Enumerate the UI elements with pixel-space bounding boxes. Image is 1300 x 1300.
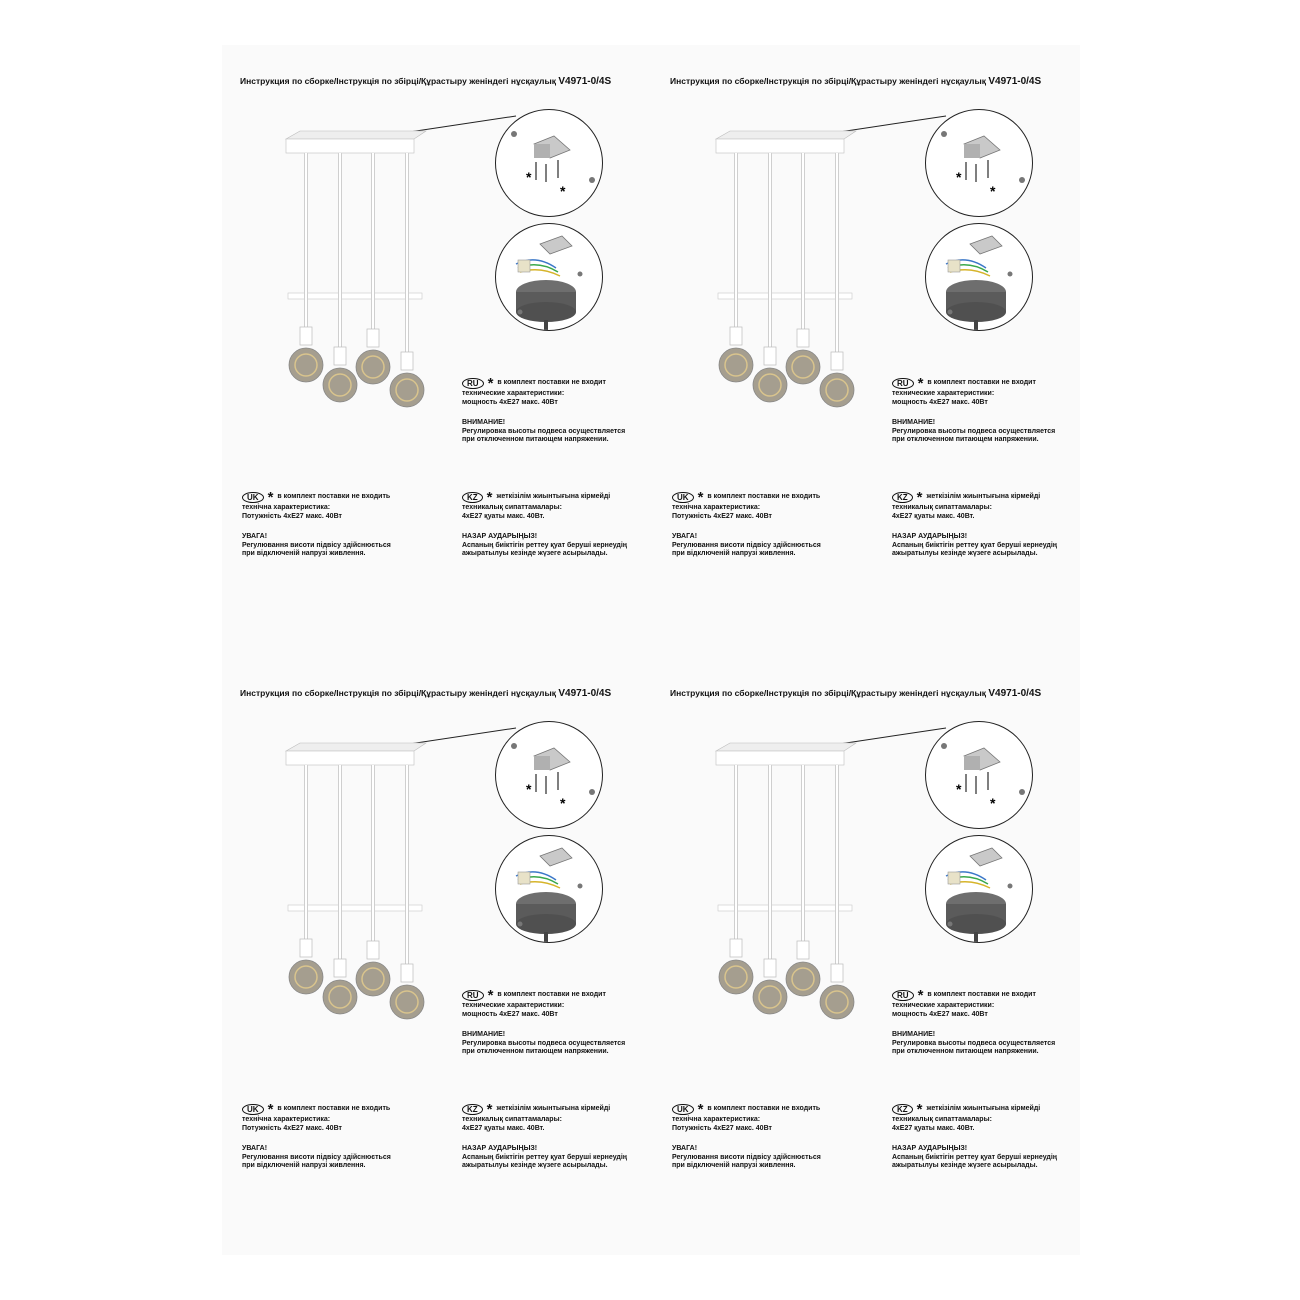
asterisk-icon: * xyxy=(697,488,704,506)
wiring-canopy-detail xyxy=(495,223,603,331)
asterisk-icon: * xyxy=(487,374,494,392)
svg-text:*: * xyxy=(526,781,532,797)
kz-spec-title: техникалық сипаттамалары: xyxy=(892,1116,992,1123)
wiring-canopy-detail xyxy=(925,223,1033,331)
asterisk-icon: * xyxy=(916,488,923,506)
model-number: V4971-0/4S xyxy=(558,76,612,87)
ru-spec: мощность 4хЕ27 макс. 40Вт xyxy=(892,1010,988,1018)
ru-warning-line: при отключенном питающем напряжении. xyxy=(462,1048,609,1055)
ru-note: в комплект поставки не входит xyxy=(927,991,1036,999)
ru-spec: мощность 4хЕ27 макс. 40Вт xyxy=(462,1010,558,1018)
pendant-lamp-illustration xyxy=(706,735,866,1045)
uk-warning-line: при відключеній напрузі живлення. xyxy=(672,1162,796,1169)
ru-badge: RU xyxy=(462,378,484,389)
pendant-lamp-illustration xyxy=(276,735,436,1045)
kz-spec: 4хЕ27 қуаты макс. 40Вт. xyxy=(462,512,545,520)
panel-title xyxy=(240,688,611,699)
uk-warning-line: Регулювання висоти підвісу здійснюється xyxy=(672,541,821,549)
mounting-bracket-detail xyxy=(495,721,603,829)
kz-warning-line: Аспаның биіктігін реттеу қуат беруші кернеудің xyxy=(892,541,1058,549)
panel-title xyxy=(240,76,611,87)
title-text: Инструкция по сборке/Інструкція по збірці/Құрастыру женіндегі нұсқаулық xyxy=(240,688,556,698)
uk-warning-line: Регулювання висоти підвісу здійснюється xyxy=(242,541,391,549)
instruction-panel xyxy=(222,45,652,605)
kz-section xyxy=(892,488,1058,559)
instruction-panel xyxy=(652,657,1082,1217)
uk-warning-line: Регулювання висоти підвісу здійснюється xyxy=(242,1153,391,1161)
uk-spec-title: технічна характеристика: xyxy=(672,504,761,511)
kz-note: жеткізілім жиынтығына кірмейді xyxy=(926,493,1041,501)
kz-spec: 4хЕ27 қуаты макс. 40Вт. xyxy=(892,512,975,520)
uk-badge: UK xyxy=(672,1104,694,1115)
svg-text:*: * xyxy=(526,169,532,185)
uk-note: в комплект поставки не входить xyxy=(707,493,821,501)
kz-warning-line: ажыратылуы кезінде жүзеге асырылады. xyxy=(892,550,1038,557)
ru-spec-title: технические характеристики: xyxy=(462,1002,565,1009)
uk-warning-title: УВАГА! xyxy=(672,533,698,540)
uk-warning-line: при відключеній напрузі живлення. xyxy=(242,550,366,557)
ru-spec-title: технические характеристики: xyxy=(462,390,565,397)
ru-warning-title: ВНИМАНИЕ! xyxy=(462,1031,506,1038)
uk-section xyxy=(242,1100,391,1171)
uk-spec-title: технічна характеристика: xyxy=(672,1116,761,1123)
svg-text:*: * xyxy=(560,795,566,811)
ru-note: в комплект поставки не входит xyxy=(927,379,1036,387)
panel-title xyxy=(670,688,1041,699)
ru-warning-line: Регулировка высоты подвеса осуществляется xyxy=(892,427,1056,435)
ru-warning-title: ВНИМАНИЕ! xyxy=(462,419,506,426)
ru-section xyxy=(462,986,626,1057)
uk-spec: Потужність 4хЕ27 макс. 40Вт xyxy=(672,1124,772,1132)
ru-spec: мощность 4хЕ27 макс. 40Вт xyxy=(892,398,988,406)
asterisk-icon: * xyxy=(486,488,493,506)
kz-badge: KZ xyxy=(462,492,483,503)
kz-warning-title: НАЗАР АУДАРЫҢЫЗ! xyxy=(892,1145,968,1152)
kz-warning-line: ажыратылуы кезінде жүзеге асырылады. xyxy=(462,550,608,557)
kz-warning-title: НАЗАР АУДАРЫҢЫЗ! xyxy=(462,1145,538,1152)
wiring-canopy-detail xyxy=(495,835,603,943)
instruction-panel xyxy=(222,657,652,1217)
uk-note: в комплект поставки не входить xyxy=(707,1105,821,1113)
ru-badge: RU xyxy=(892,990,914,1001)
uk-note: в комплект поставки не входить xyxy=(277,1105,391,1113)
uk-warning-line: Регулювання висоти підвісу здійснюється xyxy=(672,1153,821,1161)
ru-warning-title: ВНИМАНИЕ! xyxy=(892,1031,936,1038)
uk-note: в комплект поставки не входить xyxy=(277,493,391,501)
ru-spec-title: технические характеристики: xyxy=(892,390,995,397)
uk-warning-line: при відключеній напрузі живлення. xyxy=(242,1162,366,1169)
kz-section xyxy=(892,1100,1058,1171)
ru-section xyxy=(892,986,1056,1057)
svg-text:*: * xyxy=(990,183,996,199)
kz-badge: KZ xyxy=(462,1104,483,1115)
uk-section xyxy=(242,488,391,559)
asterisk-icon: * xyxy=(697,1100,704,1118)
uk-spec: Потужність 4хЕ27 макс. 40Вт xyxy=(672,512,772,520)
model-number: V4971-0/4S xyxy=(988,688,1042,699)
instruction-sheet xyxy=(222,45,1080,1255)
instruction-panel xyxy=(652,45,1082,605)
ru-warning-line: при отключенном питающем напряжении. xyxy=(892,436,1039,443)
asterisk-icon: * xyxy=(267,1100,274,1118)
pendant-lamp-illustration xyxy=(276,123,436,433)
kz-section xyxy=(462,1100,628,1171)
wiring-canopy-detail xyxy=(925,835,1033,943)
uk-warning-title: УВАГА! xyxy=(242,1145,268,1152)
ru-section xyxy=(462,374,626,445)
svg-text:*: * xyxy=(956,781,962,797)
uk-spec: Потужність 4хЕ27 макс. 40Вт xyxy=(242,1124,342,1132)
asterisk-icon: * xyxy=(487,986,494,1004)
kz-note: жеткізілім жиынтығына кірмейді xyxy=(496,1105,611,1113)
ru-warning-line: при отключенном питающем напряжении. xyxy=(462,436,609,443)
uk-warning-line: при відключеній напрузі живлення. xyxy=(672,550,796,557)
kz-badge: KZ xyxy=(892,492,913,503)
mounting-bracket-detail xyxy=(925,109,1033,217)
uk-spec-title: технічна характеристика: xyxy=(242,504,331,511)
kz-spec: 4хЕ27 қуаты макс. 40Вт. xyxy=(462,1124,545,1132)
kz-spec: 4хЕ27 қуаты макс. 40Вт. xyxy=(892,1124,975,1132)
ru-note: в комплект поставки не входит xyxy=(497,991,606,999)
pendant-lamp-illustration xyxy=(706,123,866,433)
mounting-bracket-detail xyxy=(925,721,1033,829)
kz-note: жеткізілім жиынтығына кірмейді xyxy=(926,1105,1041,1113)
uk-badge: UK xyxy=(672,492,694,503)
asterisk-icon: * xyxy=(917,986,924,1004)
title-text: Инструкция по сборке/Інструкція по збірці/Құрастыру женіндегі нұсқаулық xyxy=(670,76,986,86)
ru-note: в комплект поставки не входит xyxy=(497,379,606,387)
ru-warning-line: Регулировка высоты подвеса осуществляется xyxy=(892,1039,1056,1047)
ru-warning-line: Регулировка высоты подвеса осуществляется xyxy=(462,427,626,435)
ru-warning-line: при отключенном питающем напряжении. xyxy=(892,1048,1039,1055)
uk-section xyxy=(672,1100,821,1171)
ru-section xyxy=(892,374,1056,445)
panel-title xyxy=(670,76,1041,87)
mounting-bracket-detail xyxy=(495,109,603,217)
uk-spec: Потужність 4хЕ27 макс. 40Вт xyxy=(242,512,342,520)
title-text: Инструкция по сборке/Інструкція по збірці/Құрастыру женіндегі нұсқаулық xyxy=(240,76,556,86)
uk-badge: UK xyxy=(242,492,264,503)
kz-warning-line: Аспаның биіктігін реттеу қуат беруші кернеудің xyxy=(462,541,628,549)
asterisk-icon: * xyxy=(267,488,274,506)
kz-warning-title: НАЗАР АУДАРЫҢЫЗ! xyxy=(892,533,968,540)
model-number: V4971-0/4S xyxy=(558,688,612,699)
asterisk-icon: * xyxy=(917,374,924,392)
svg-text:*: * xyxy=(956,169,962,185)
ru-spec: мощность 4хЕ27 макс. 40Вт xyxy=(462,398,558,406)
kz-spec-title: техникалық сипаттамалары: xyxy=(462,1116,562,1123)
kz-section xyxy=(462,488,628,559)
kz-warning-line: Аспаның биіктігін реттеу қуат беруші кернеудің xyxy=(892,1153,1058,1161)
ru-warning-line: Регулировка высоты подвеса осуществляется xyxy=(462,1039,626,1047)
kz-spec-title: техникалық сипаттамалары: xyxy=(462,504,562,511)
ru-badge: RU xyxy=(462,990,484,1001)
asterisk-icon: * xyxy=(486,1100,493,1118)
ru-badge: RU xyxy=(892,378,914,389)
svg-text:*: * xyxy=(560,183,566,199)
kz-warning-line: ажыратылуы кезінде жүзеге асырылады. xyxy=(462,1162,608,1169)
uk-warning-title: УВАГА! xyxy=(242,533,268,540)
ru-spec-title: технические характеристики: xyxy=(892,1002,995,1009)
kz-badge: KZ xyxy=(892,1104,913,1115)
kz-warning-line: Аспаның биіктігін реттеу қуат беруші кернеудің xyxy=(462,1153,628,1161)
svg-text:*: * xyxy=(990,795,996,811)
kz-note: жеткізілім жиынтығына кірмейді xyxy=(496,493,611,501)
kz-warning-line: ажыратылуы кезінде жүзеге асырылады. xyxy=(892,1162,1038,1169)
kz-spec-title: техникалық сипаттамалары: xyxy=(892,504,992,511)
model-number: V4971-0/4S xyxy=(988,76,1042,87)
asterisk-icon: * xyxy=(916,1100,923,1118)
uk-warning-title: УВАГА! xyxy=(672,1145,698,1152)
title-text: Инструкция по сборке/Інструкція по збірці/Құрастыру женіндегі нұсқаулық xyxy=(670,688,986,698)
uk-badge: UK xyxy=(242,1104,264,1115)
uk-spec-title: технічна характеристика: xyxy=(242,1116,331,1123)
ru-warning-title: ВНИМАНИЕ! xyxy=(892,419,936,426)
kz-warning-title: НАЗАР АУДАРЫҢЫЗ! xyxy=(462,533,538,540)
uk-section xyxy=(672,488,821,559)
